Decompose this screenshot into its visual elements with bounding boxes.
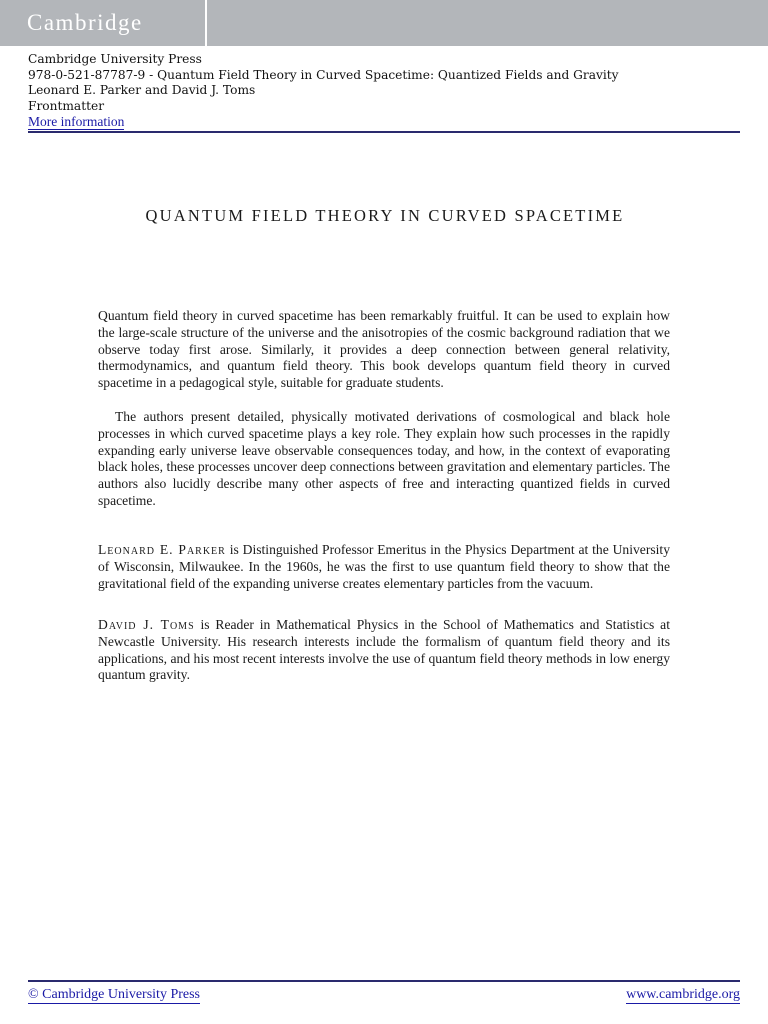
book-authors: Leonard E. Parker and David J. Toms	[28, 83, 256, 97]
author-bio-text-parker: is Distinguished Professor Emeritus in the Physics Department at the University of Wisconsin, Milwaukee. In the 1960s, he was the first to use quantum field theory to show that the gravitational field of the expanding universe creates elementary particles from the vacuum.	[98, 542, 670, 591]
footer-rule	[28, 980, 740, 982]
header-rule	[28, 131, 740, 133]
author-bio-parker	[98, 542, 670, 592]
author-name-toms: David J. Toms	[98, 617, 195, 632]
more-information-link[interactable]: More information	[28, 114, 125, 129]
isbn-title: 978-0-521-87787-9 - Quantum Field Theory in Curved Spacetime: Quantized Fields and Gravity	[28, 67, 619, 82]
author-bio-toms	[98, 617, 670, 684]
copyright-link[interactable]: © Cambridge University Press	[28, 987, 201, 1002]
description-paragraph-2: The authors present detailed, physically motivated derivations of cosmological and black hole processes in which curved spacetime plays a key role. They explain how such processes in the rapidly expanding early universe leave observable consequences today, and how, in the context of evaporating black holes, these processes uncover deep connections between gravitation and elementary particles. The authors also lucidly describe many other aspects of free and interacting quantized fields in curved spacetime.	[98, 409, 670, 508]
book-title: QUANTUM FIELD THEORY IN CURVED SPACETIME	[145, 206, 625, 225]
book-metadata	[28, 52, 619, 131]
publisher-banner	[0, 0, 768, 46]
website-link[interactable]: www.cambridge.org	[626, 987, 740, 1002]
author-bio-text-toms: is Reader in Mathematical Physics in the School of Mathematics and Statistics at Newcastle University. His research interests include the formalism of quantum field theory and its applications, and his most recent interests involve the use of quantum field theory methods in low energy quantum gravity.	[98, 617, 670, 683]
author-name-parker: Leonard E. Parker	[98, 542, 226, 557]
banner-divider	[205, 0, 207, 46]
publisher-name: Cambridge University Press	[28, 52, 202, 66]
cambridge-logo: Cambridge	[27, 10, 143, 35]
description-paragraph-1: Quantum field theory in curved spacetime has been remarkably fruitful. It can be used to explain how the large-scale structure of the universe and the anisotropies of the cosmic background radiation that we observe today first arose. Similarly, it provides a deep connection between general relativity, thermodynamics, and quantum field theory. This book develops quantum field theory in curved spacetime in a pedagogical style, suitable for graduate students.	[98, 308, 670, 391]
section-label: Frontmatter	[28, 98, 105, 113]
